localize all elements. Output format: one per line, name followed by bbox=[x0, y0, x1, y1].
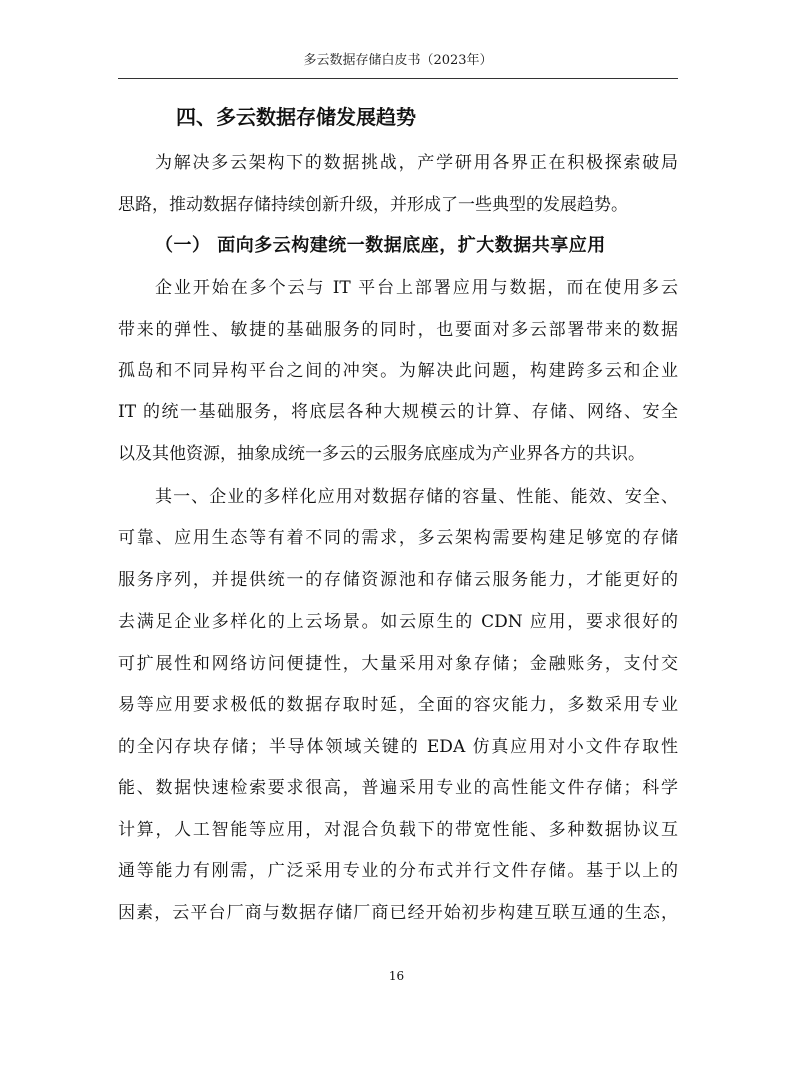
paragraph-line: 因素，云平台厂商与数据存储厂商已经开始初步构建互联互通的生态， bbox=[118, 903, 678, 923]
paragraph-line: 企业开始在多个云与 IT 平台上部署应用与数据，而在使用多云 bbox=[155, 278, 678, 298]
section-heading: 四、多云数据存储发展趋势 bbox=[176, 105, 416, 129]
paragraph-line: 以及其他资源，抽象成统一多云的云服务底座成为产业界各方的共识。 bbox=[118, 444, 645, 464]
paragraph-line: 孤岛和不同异构平台之间的冲突。为解决此问题，构建跨多云和企业 bbox=[118, 361, 678, 381]
subsection-heading: （一） 面向多云构建统一数据底座，扩大数据共享应用 bbox=[155, 235, 606, 256]
running-header: 多云数据存储白皮书（2023年） bbox=[303, 53, 493, 68]
paragraph-line: 可扩展性和网络访问便捷性，大量采用对象存储；金融账务，支付交 bbox=[118, 654, 678, 674]
paragraph-line: 可靠、应用生态等有着不同的需求，多云架构需要构建足够宽的存储 bbox=[118, 528, 678, 548]
header-divider bbox=[118, 78, 678, 79]
paragraph-line: IT 的统一基础服务，将底层各种大规模云的计算、存储、网络、安全 bbox=[118, 402, 678, 422]
page-number: 16 bbox=[388, 969, 405, 983]
paragraph-line: 能、数据快速检索要求很高，普遍采用专业的高性能文件存储；科学 bbox=[118, 778, 678, 798]
paragraph-line: 计算，人工智能等应用，对混合负载下的带宽性能、多种数据协议互 bbox=[118, 820, 678, 840]
paragraph-line: 通等能力有刚需，广泛采用专业的分布式并行文件存储。基于以上的 bbox=[118, 861, 678, 881]
paragraph-line: 思路，推动数据存储持续创新升级，并形成了一些典型的发展趋势。 bbox=[118, 195, 628, 215]
paragraph-line: 带来的弹性、敏捷的基础服务的同时，也要面对多云部署带来的数据 bbox=[118, 320, 678, 340]
paragraph-line: 的全闪存块存储；半导体领域关键的 EDA 仿真应用对小文件存取性 bbox=[118, 737, 678, 757]
paragraph-line: 服务序列，并提供统一的存储资源池和存储云服务能力，才能更好的 bbox=[118, 570, 678, 590]
paragraph-line: 去满足企业多样化的上云场景。如云原生的 CDN 应用，要求很好的 bbox=[118, 612, 678, 632]
paragraph-line: 易等应用要求极低的数据存取时延，全面的容灾能力，多数采用专业 bbox=[118, 695, 678, 715]
paragraph-line: 其一、企业的多样化应用对数据存储的容量、性能、能效、安全、 bbox=[155, 487, 678, 507]
paragraph-line: 为解决多云架构下的数据挑战，产学研用各界正在积极探索破局 bbox=[155, 153, 678, 173]
